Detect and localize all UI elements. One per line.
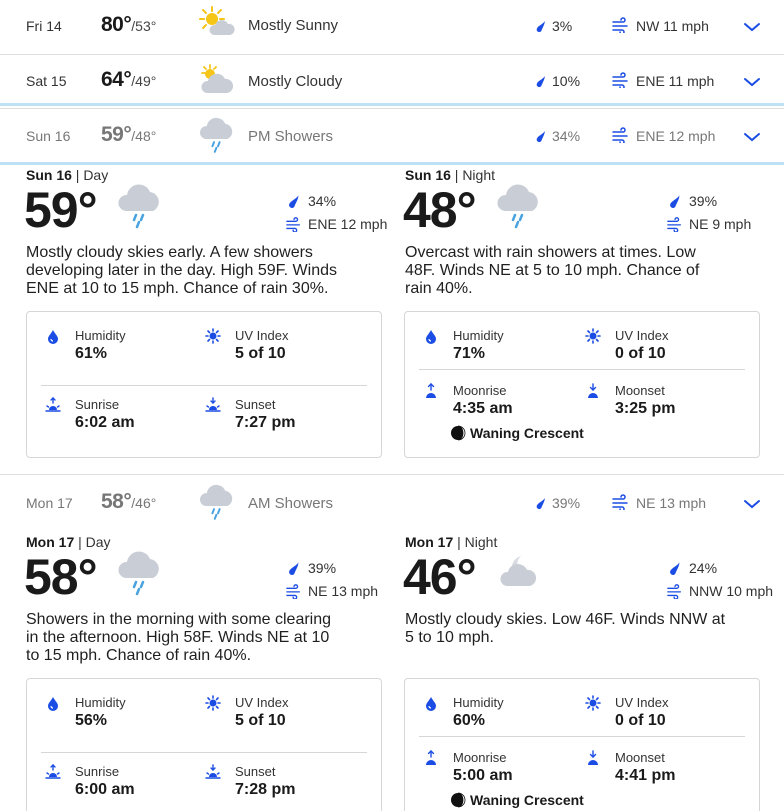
- humidity-value: 60%: [453, 712, 486, 729]
- card-divider: [419, 736, 745, 737]
- wind-value: ENE 12 mph: [308, 216, 388, 232]
- row-day: Sat 15: [26, 73, 67, 89]
- rain-drop-icon: [667, 560, 683, 576]
- moonset-value: 3:25 pm: [615, 400, 676, 417]
- chevron-down-icon[interactable]: [743, 21, 761, 33]
- card-divider: [41, 752, 367, 753]
- moonset-icon: [585, 383, 601, 399]
- chevron-down-icon[interactable]: [743, 498, 761, 510]
- wind-icon: [667, 583, 683, 599]
- row-day: Fri 14: [26, 18, 62, 34]
- panel-day: Mon 17: [405, 534, 454, 550]
- humidity-label: Humidity: [75, 328, 126, 343]
- waning-crescent-moon-icon: [450, 425, 466, 441]
- sunset-label: Sunset: [235, 764, 276, 779]
- details-card-mon17-day: [26, 678, 382, 811]
- detail-panel-mon17-day: [26, 534, 386, 684]
- moonset-icon: [585, 750, 601, 766]
- showers-icon: [495, 183, 545, 229]
- high-temp: 64°: [101, 68, 132, 91]
- card-divider: [41, 385, 367, 386]
- uv-value: 5 of 10: [235, 345, 286, 362]
- panel-part: | Night: [450, 167, 496, 183]
- uv-label: UV Index: [235, 695, 289, 710]
- big-temperature: 58°: [24, 549, 97, 605]
- card-divider: [419, 369, 745, 370]
- moonrise-value: 4:35 am: [453, 400, 513, 417]
- row-wind: ENE 11 mph: [636, 73, 715, 89]
- rain-drop-icon: [534, 496, 548, 510]
- uv-value: 0 of 10: [615, 712, 666, 729]
- moonrise-label: Moonrise: [453, 750, 507, 765]
- wind-icon: [612, 494, 630, 510]
- humidity-icon: [423, 328, 439, 344]
- panel-part: | Day: [74, 534, 111, 550]
- narrative-text: Showers in the morning with some clearing in the afternoon. High 58F. Winds NE at 10 to 15 mph. Chance of rain 40%.: [26, 611, 332, 664]
- humidity-value: 71%: [453, 345, 486, 362]
- narrative-text: Mostly cloudy skies early. A few showers developing later in the day. High 59F. Winds ENE at 10 to 15 mph. Chance of rain 30%.: [26, 244, 337, 297]
- daily-row-mon17[interactable]: [0, 475, 784, 531]
- row-wind: NW 11 mph: [636, 18, 709, 34]
- high-temp: 59°: [101, 123, 132, 146]
- precip-value: 39%: [689, 193, 718, 209]
- row-condition: Mostly Cloudy: [248, 73, 343, 90]
- narrative-text: Mostly cloudy skies. Low 46F. Winds NNW at 5 to 10 mph.: [405, 611, 726, 646]
- rain-drop-icon: [534, 19, 548, 33]
- showers-icon: [198, 116, 238, 154]
- moonrise-icon: [423, 750, 439, 766]
- sunset-value: 7:28 pm: [235, 781, 296, 798]
- row-condition: PM Showers: [248, 128, 334, 145]
- panel-day: Sun 16: [26, 167, 72, 183]
- row-precip: 3%: [552, 18, 573, 34]
- row-day: Mon 17: [26, 495, 73, 511]
- daily-row-sun16[interactable]: [0, 106, 784, 165]
- uv-label: UV Index: [615, 695, 669, 710]
- high-temp: 58°: [101, 490, 132, 513]
- moon-phase-label: Waning Crescent: [470, 425, 584, 441]
- humidity-value: 61%: [75, 345, 108, 362]
- wind-icon: [667, 216, 683, 232]
- uv-value: 5 of 10: [235, 712, 286, 729]
- wind-value: NE 13 mph: [308, 583, 379, 599]
- panel-day: Mon 17: [26, 534, 75, 550]
- uv-index-icon: [205, 328, 221, 344]
- narrative-text: Overcast with rain showers at times. Low 48F. Winds NE at 5 to 10 mph. Chance of rain 40%.: [405, 244, 700, 297]
- precip-value: 24%: [689, 560, 718, 576]
- chevron-down-icon[interactable]: [743, 76, 761, 88]
- uv-index-icon: [205, 695, 221, 711]
- details-card-sun16-night: [404, 311, 760, 458]
- wind-icon: [286, 216, 302, 232]
- sunrise-label: Sunrise: [75, 397, 120, 412]
- uv-label: UV Index: [615, 328, 669, 343]
- sunrise-value: 6:00 am: [75, 781, 135, 798]
- humidity-label: Humidity: [453, 328, 504, 343]
- wind-icon: [612, 127, 630, 143]
- daily-row-fri14[interactable]: [0, 0, 784, 55]
- precip-value: 34%: [308, 193, 337, 209]
- row-day: Sun 16: [26, 128, 71, 144]
- row-temps: [101, 490, 156, 514]
- row-temps: [101, 68, 156, 92]
- sunrise-icon: [45, 764, 61, 780]
- daily-row-sat15[interactable]: [0, 54, 784, 109]
- panel-part: | Day: [71, 167, 109, 183]
- showers-icon: [116, 183, 166, 229]
- detail-panel-mon17-night: [403, 534, 774, 684]
- details-card-mon17-night: [404, 678, 760, 811]
- uv-value: 0 of 10: [615, 345, 666, 362]
- row-temps: [101, 123, 156, 147]
- moonrise-label: Moonrise: [453, 383, 507, 398]
- rain-drop-icon: [286, 560, 302, 576]
- row-precip: 10%: [552, 73, 581, 89]
- rain-drop-icon: [534, 74, 548, 88]
- moonrise-value: 5:00 am: [453, 767, 513, 784]
- big-temperature: 48°: [403, 182, 476, 238]
- sunset-icon: [205, 397, 221, 413]
- moonset-label: Moonset: [615, 750, 665, 765]
- sunset-value: 7:27 pm: [235, 414, 296, 431]
- sunrise-value: 6:02 am: [75, 414, 135, 431]
- sunset-icon: [205, 764, 221, 780]
- row-condition: Mostly Sunny: [248, 17, 339, 34]
- big-temperature: 46°: [403, 549, 476, 605]
- panel-part: | Night: [453, 534, 498, 550]
- sunny-partly-cloudy-icon: [198, 5, 238, 45]
- wind-icon: [286, 583, 302, 599]
- row-precip: 34%: [552, 128, 581, 144]
- humidity-value: 56%: [75, 712, 108, 729]
- humidity-icon: [45, 328, 61, 344]
- row-temps: [101, 13, 156, 37]
- low-temp: /48°: [131, 128, 157, 144]
- rain-drop-icon: [534, 129, 548, 143]
- details-card-sun16-day: [26, 311, 382, 458]
- high-temp: 80°: [101, 13, 132, 36]
- moonset-label: Moonset: [615, 383, 665, 398]
- row-condition: AM Showers: [248, 495, 334, 512]
- wind-value: NE 9 mph: [689, 216, 752, 232]
- sunrise-label: Sunrise: [75, 764, 120, 779]
- moonrise-icon: [423, 383, 439, 399]
- sunset-label: Sunset: [235, 397, 276, 412]
- moon-phase-label: Waning Crescent: [470, 792, 584, 808]
- chevron-down-icon[interactable]: [743, 131, 761, 143]
- row-wind: NE 13 mph: [636, 495, 707, 511]
- moonset-value: 4:41 pm: [615, 767, 676, 784]
- rain-drop-icon: [286, 193, 302, 209]
- row-precip: 39%: [552, 495, 581, 511]
- partly-cloudy-icon: [198, 61, 238, 101]
- rain-drop-icon: [667, 193, 683, 209]
- humidity-icon: [45, 695, 61, 711]
- wind-icon: [612, 72, 630, 88]
- panel-day: Sun 16: [405, 167, 451, 183]
- precip-value: 39%: [308, 560, 337, 576]
- humidity-icon: [423, 695, 439, 711]
- showers-icon: [198, 483, 238, 521]
- wind-icon: [612, 17, 630, 33]
- uv-index-icon: [585, 328, 601, 344]
- wind-value: NNW 10 mph: [689, 583, 774, 599]
- sunrise-icon: [45, 397, 61, 413]
- waning-crescent-moon-icon: [450, 792, 466, 808]
- uv-label: UV Index: [235, 328, 289, 343]
- mostly-cloudy-night-icon: [495, 550, 545, 596]
- humidity-label: Humidity: [75, 695, 126, 710]
- low-temp: /46°: [131, 495, 157, 511]
- low-temp: /49°: [131, 73, 157, 89]
- big-temperature: 59°: [24, 182, 97, 238]
- showers-icon: [116, 550, 166, 596]
- humidity-label: Humidity: [453, 695, 504, 710]
- low-temp: /53°: [131, 18, 157, 34]
- row-wind: ENE 12 mph: [636, 128, 716, 144]
- uv-index-icon: [585, 695, 601, 711]
